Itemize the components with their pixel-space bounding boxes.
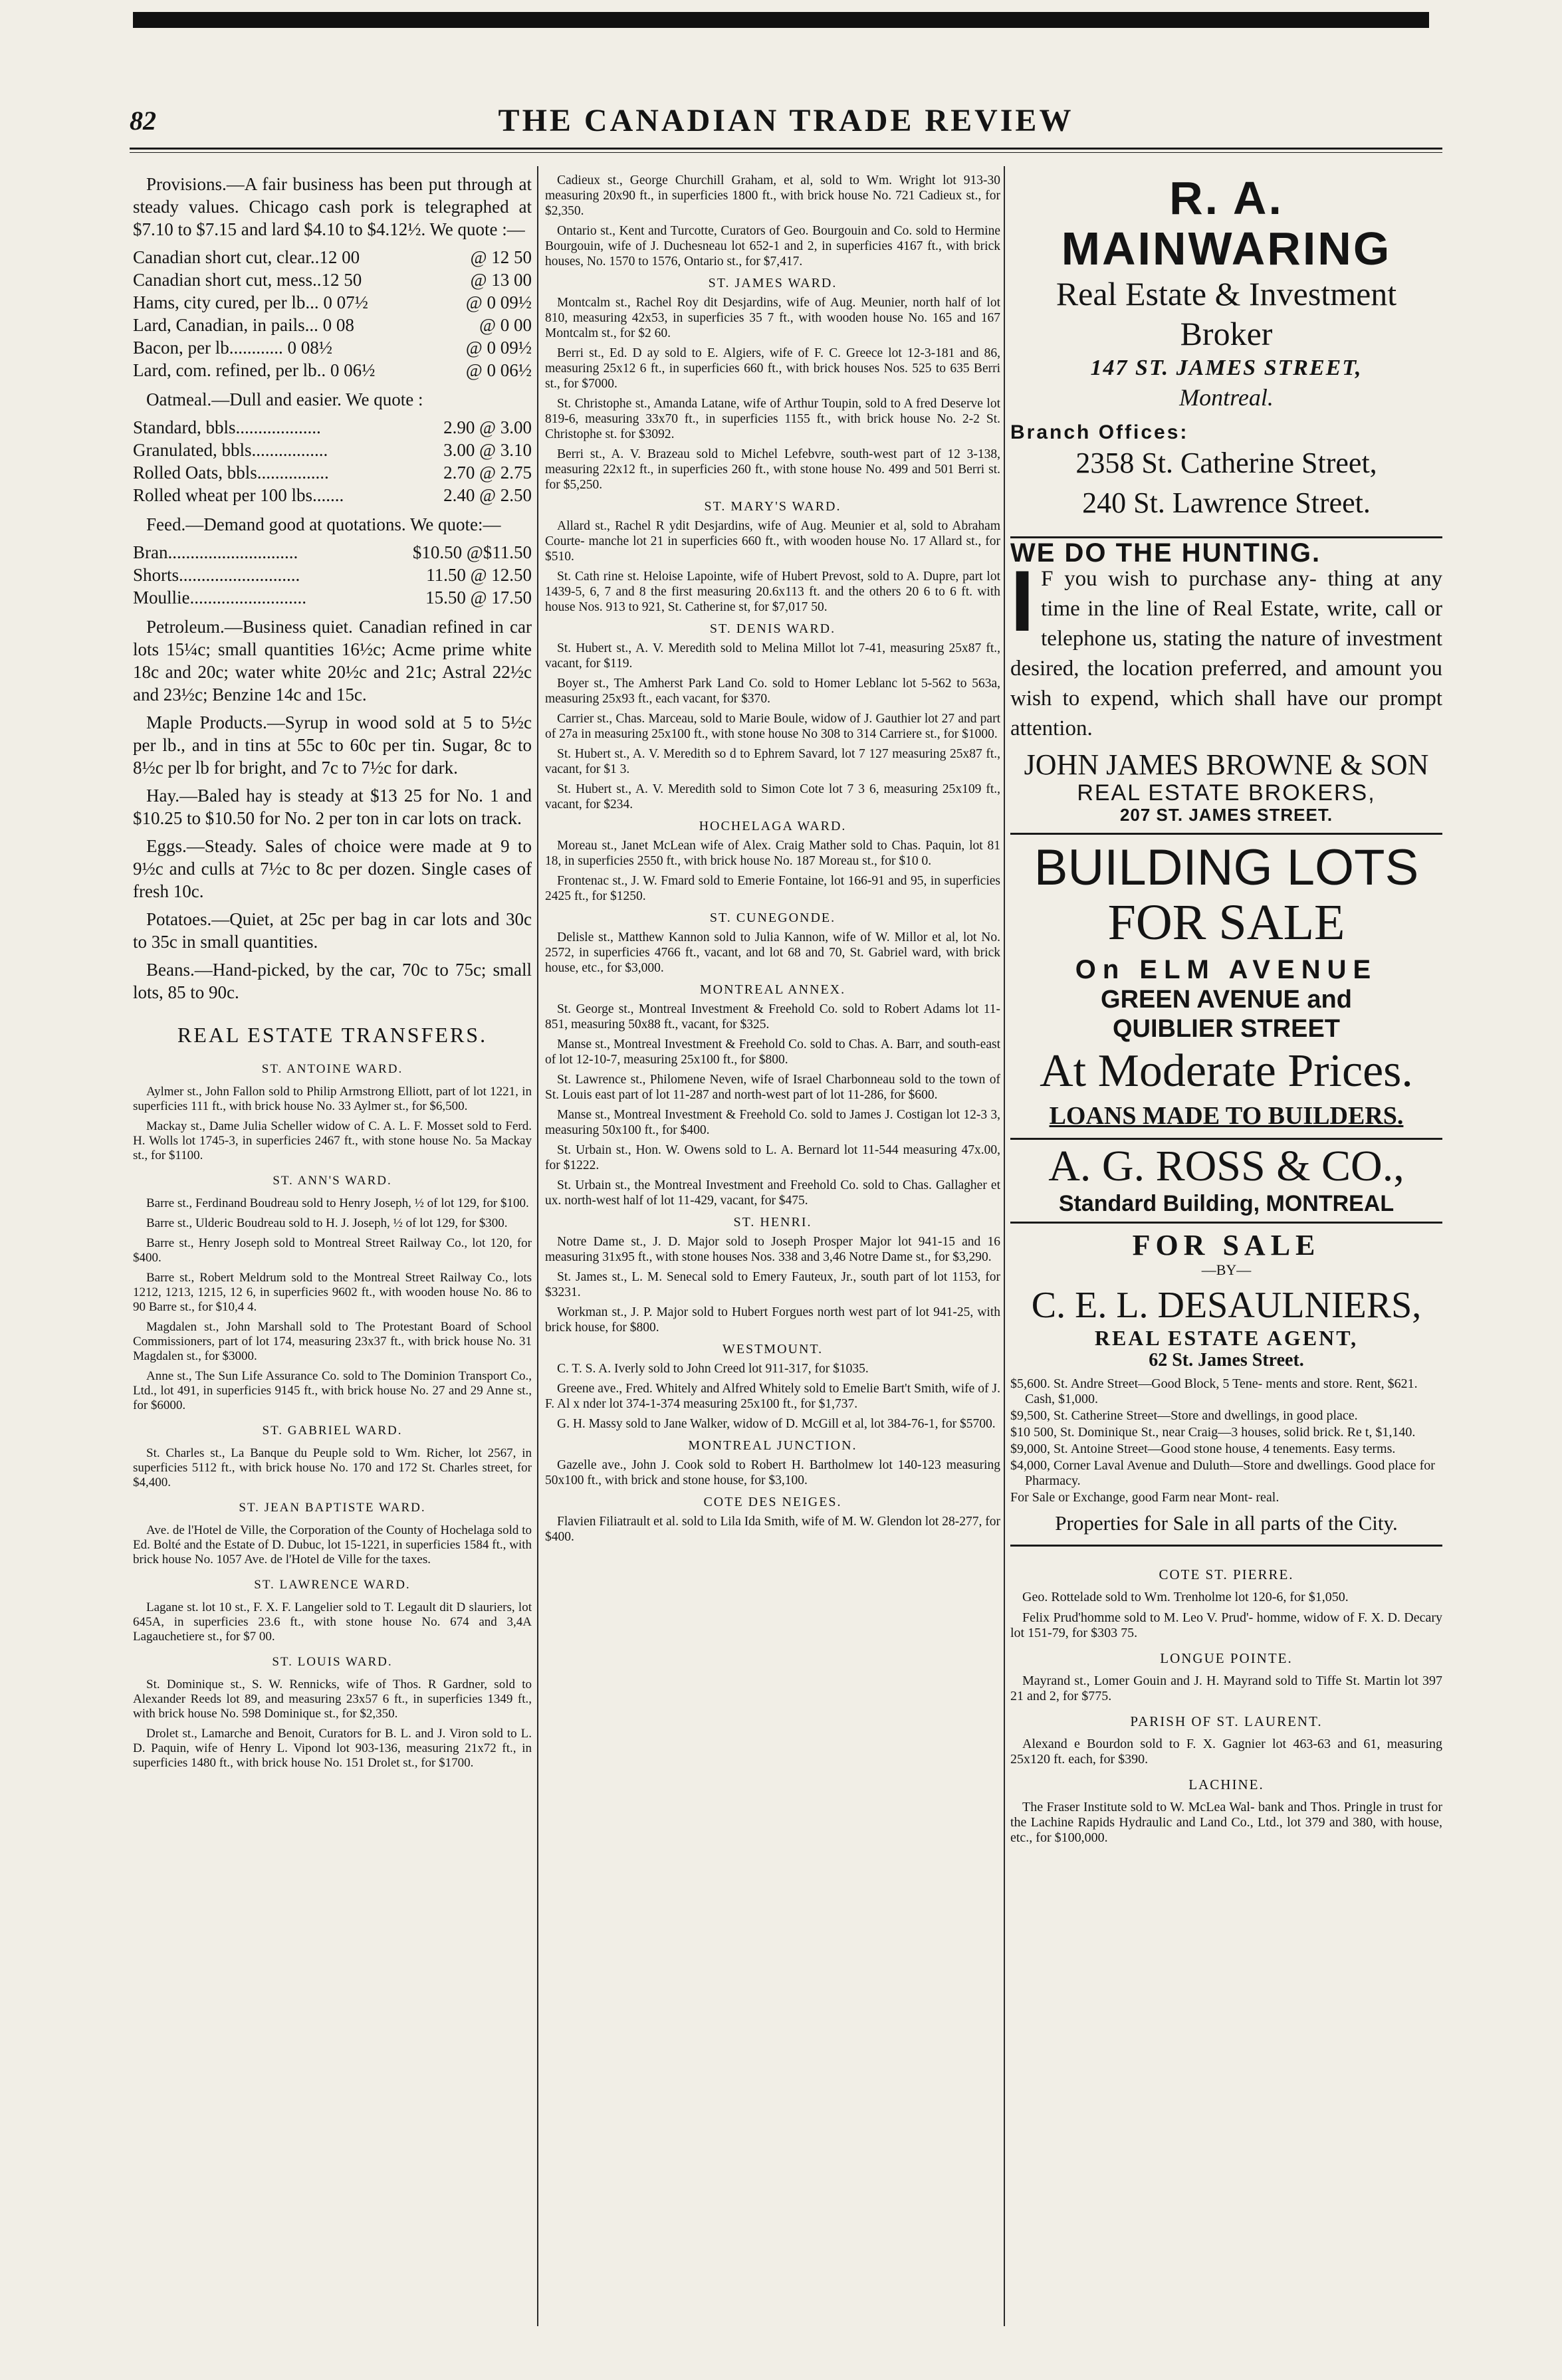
potatoes-paragraph: Potatoes.—Quiet, at 25c per bag in car lots and 30c to 35c in small quantities. (133, 909, 532, 952)
ward-heading: COTE DES NEIGES. (703, 1495, 842, 1509)
browne-firm-name: JOHN JAMES BROWNE & SON (1024, 748, 1429, 781)
transfer-entry: Cadieux st., George Churchill Graham, et al, sold to Wm. Wright lot 913-30 measuring 20x90 ft., in superficies 1800 ft., with brick house No. 721 Cadieux st., for $2,350. (545, 173, 1000, 218)
quote-item: Bacon, per lb............ 0 08½ (133, 338, 332, 358)
quote-item: Shorts........................... (133, 565, 300, 585)
ward-heading: ST. JEAN BAPTISTE WARD. (239, 1501, 426, 1515)
transfer-entry: Allard st., Rachel R ydit Desjardins, wife of Aug. Meunier et al, sold to Abraham Courte- manche lot 21 in superficies 660 ft., with wooden house No. 17 Allard st., for $510. (545, 519, 1000, 564)
des-for-sale: FOR SALE (1132, 1229, 1321, 1261)
quote-price: @ 0 06½ (465, 360, 532, 380)
transfer-entry: St. Hubert st., A. V. Meredith sold to Simon Cote lot 7 3 6, measuring 25x109 ft., vacant, for $234. (545, 782, 1000, 811)
beans-paragraph: Beans.—Hand-picked, by the car, 70c to 75c; small lots, 85 to 90c. (133, 960, 532, 1002)
quote-row (133, 416, 532, 439)
quote-row (133, 439, 532, 461)
building-lots-ad (1010, 833, 1442, 1133)
transfer-entry: Frontenac st., J. W. Fmard sold to Emerie Fontaine, lot 166-91 and 95, in superficies 2425 ft., for $1250. (545, 874, 1000, 903)
quote-row (133, 564, 532, 586)
top-black-band (133, 12, 1429, 28)
hunting-text: F you wish to purchase any- thing at any time in the line of Real Estate, write, call or telephone us, stating the nature of investment desired, the location preferred, and amount you wish to expend, which shall have our prompt attention. (1010, 567, 1442, 740)
quote-price: 2.90 @ 3.00 (443, 417, 532, 437)
transfer-entry: C. T. S. A. Iverly sold to John Creed lot 911-317, for $1035. (557, 1362, 869, 1376)
quote-item: Canadian short cut, mess..12 50 (133, 270, 362, 290)
transfer-entry: St. Urbain st., Hon. W. Owens sold to L. A. Bernard lot 11-544 measuring 47x.00, for $1222. (545, 1143, 1000, 1172)
transfer-entry: Ontario st., Kent and Turcotte, Curators of Geo. Bourgouin and Co. sold to Hermine Bourgouin, wife of J. Duchesneau lot 652-1 and 2, in superficies 4167 ft., with brick houses, No. 1570 to 1576, Ontario st., for $7,417. (545, 224, 1000, 269)
quote-item: Rolled Oats, bbls................ (133, 463, 329, 483)
transfer-entry: Berri st., A. V. Brazeau sold to Michel Lefebvre, south-west part of 12 3-138, measuring 22x12 ft., in superficies 260 ft., with stone house No. 499 and 501 Berri st. for $5,250. (545, 447, 1000, 492)
quote-row (133, 336, 532, 359)
des-by: —BY— (1201, 1261, 1252, 1278)
transfer-entry: The Fraser Institute sold to W. McLea Wal- bank and Thos. Pringle in trust for the Lachine Rapids Hydraulic and Land Co., Ltd., lot 379 and 380, with house, etc., for $100,000. (1010, 1800, 1442, 1845)
property-listing: $10 500, St. Dominique St., near Craig—3 houses, solid brick. Re t, $1,140. (1010, 1425, 1416, 1440)
section-heading: REAL ESTATE TRANSFERS. (177, 1023, 488, 1047)
quote-row (133, 314, 532, 336)
transfer-entry: Barre st., Ulderic Boudreau sold to H. J. Joseph, ½ of lot 129, for $300. (146, 1216, 508, 1230)
petroleum-paragraph: Petroleum.—Business quiet. Canadian refined in car lots 15¼c; small quantities 16½c; Acme prime white 18c and 20c; water white 20½c and 21c; Astral 22½c and 23½c; Benzine 14c and 15c. (133, 617, 532, 704)
quote-item: Hams, city cured, per lb... 0 07½ (133, 292, 368, 312)
page-number: 82 (130, 106, 156, 136)
ward-heading: ST. JAMES WARD. (708, 276, 837, 290)
eggs-paragraph: Eggs.—Steady. Sales of choice were made at 9 to 9½c and culls at 7½c to 8c per dozen. Single cases of fresh 10c. (133, 836, 532, 901)
property-listing: $9,000, St. Antoine Street—Good stone house, 4 tenements. Easy terms. (1010, 1442, 1396, 1456)
quote-price: @ 12 50 (470, 247, 532, 267)
transfer-entry: Berri st., Ed. D ay sold to E. Algiers, wife of F. C. Greece lot 12-3-181 and 86, measuring 25x12 6 ft., in superficies 660 ft., with brick houses Nos. 525 to 635 Berri st., for $7000. (545, 346, 1000, 391)
quote-item: Granulated, bbls................. (133, 440, 328, 460)
hay-paragraph: Hay.—Baled hay is steady at $13 25 for No. 1 and $10.25 to $10.50 for No. 2 per ton in car lots on track. (133, 786, 532, 828)
browne-address: 207 ST. JAMES STREET. (1119, 805, 1333, 825)
ward-heading: LONGUE POINTE. (1160, 1650, 1293, 1666)
ward-heading: ST. CUNEGONDE. (709, 911, 836, 925)
ward-heading: ST. LOUIS WARD. (272, 1655, 393, 1669)
ward-heading: COTE ST. PIERRE. (1159, 1567, 1294, 1582)
lots-for-sale: FOR SALE (1107, 895, 1345, 950)
property-listing: For Sale or Exchange, good Farm near Mont- real. (1010, 1490, 1280, 1505)
page-header (130, 100, 1442, 138)
ward-heading: WESTMOUNT. (722, 1342, 824, 1356)
quote-item: Moullie.......................... (133, 588, 306, 607)
lots-green-avenue: GREEN AVENUE and (1101, 986, 1352, 1014)
property-listing: $9,500, St. Catherine Street—Store and dwellings, in good place. (1010, 1408, 1358, 1423)
transfer-entry: Drolet st., Lamarche and Benoit, Curators for B. L. and J. Viron sold to L. D. Paquin, wife of Henry L. Vipond lot 903-136, measuring 21x72 ft., in superficies 1480 ft., with brick house No. 151 Drolet st., for $1700. (133, 1727, 532, 1770)
transfer-entry: Ave. de l'Hotel de Ville, the Corporation of the County of Hochelaga sold to Ed. Bolté and the Estate of D. Dubuc, lot 15-1221, in superficies 1584 ft., with brick house No. 1057 Ave. de l'Hotel de Ville for the taxes. (133, 1523, 532, 1567)
quote-price: 3.00 @ 3.10 (443, 440, 532, 460)
quote-price: @ 0 00 (479, 315, 532, 335)
quote-price: 11.50 @ 12.50 (426, 565, 532, 585)
transfer-entry: St. James st., L. M. Senecal sold to Emery Fauteux, Jr., south part of lot 1153, for $3231. (545, 1270, 1000, 1299)
transfer-entry: St. Dominique st., S. W. Rennicks, wife of Thos. R Gardner, sold to Alexander Reeds lot 89, and measuring 23x57 6 ft., in superficies 1349 ft., with brick house No. 598 Dominique st., for $2,350. (133, 1677, 532, 1721)
transfer-entry: Geo. Rottelade sold to Wm. Trenholme lot 120-6, for $1,050. (1022, 1590, 1349, 1604)
transfer-entry: St. Hubert st., A. V. Meredith sold to Melina Millot lot 7-41, measuring 25x87 ft., vacant, for $119. (545, 641, 1000, 671)
quote-row (133, 586, 532, 609)
transfer-entry: St. George st., Montreal Investment & Freehold Co. sold to Robert Adams lot 11-851, measuring 50x88 ft., vacant, for $325. (545, 1002, 1000, 1031)
ward-heading: HOCHELAGA WARD. (699, 819, 847, 833)
branch-label: Branch Offices: (1010, 421, 1189, 443)
column-divider-2 (1004, 166, 1005, 2326)
transfer-entry: Gazelle ave., John J. Cook sold to Robert H. Bartholmew lot 140-123 measuring 50x100 ft., with brick and stone house, for $3,100. (545, 1458, 1000, 1487)
ross-ad (1010, 1138, 1442, 1224)
quote-row (133, 291, 532, 314)
branch-address: 2358 St. Catherine Street, (1075, 447, 1377, 479)
suburban-transfers (1010, 1564, 1442, 1846)
provision-quote-table (133, 246, 532, 381)
transfer-entry: Aylmer st., John Fallon sold to Philip Armstrong Elliott, part of lot 1221, in superficies 111 ft., with brick house No. 33 Aylmer st., for $6,500. (133, 1085, 532, 1113)
provisions-paragraph: Provisions.—A fair business has been put through at steady values. Chicago cash pork is telegraphed at $7.10 to $7.15 and lard $4.10 to $4.12½. We quote :— (133, 174, 532, 239)
transfer-entry: Boyer st., The Amherst Park Land Co. sold to Homer Leblanc lot 5-562 to 563a, measuring 25x93 ft., each vacant, for $370. (545, 677, 1000, 706)
property-listing: $5,600. St. Andre Street—Good Block, 5 Tene- ments and store. Rent, $621. Cash, $1,000. (1010, 1376, 1418, 1406)
page-title: THE CANADIAN TRADE REVIEW (498, 103, 1074, 138)
quote-item: Standard, bbls................... (133, 417, 321, 437)
quote-price: @ 0 09½ (465, 338, 532, 358)
transfer-entry: Manse st., Montreal Investment & Freehold Co. sold to James J. Costigan lot 12-3 3, measuring 50x100 ft., for $400. (545, 1108, 1000, 1137)
des-address: 62 St. James Street. (1149, 1350, 1304, 1370)
quote-row (133, 541, 532, 564)
transfer-entry: Alexand e Bourdon sold to F. X. Gagnier lot 463-63 and 61, measuring 25x120 ft. each, for $390. (1010, 1737, 1442, 1767)
ward-heading: ST. GABRIEL WARD. (262, 1424, 403, 1438)
mainwaring-name: R. A. MAINWARING (1061, 173, 1392, 274)
lots-elm-avenue: On ELM AVENUE (1075, 955, 1378, 984)
desaulniers-ad (1010, 1229, 1442, 1547)
transfer-entry: Notre Dame st., J. D. Major sold to Joseph Prosper Major lot 941-15 and 16 measuring 31x95 ft., with stone houses Nos. 338 and 3,46 Notre Dame st., for $3,290. (545, 1235, 1000, 1264)
oatmeal-quote-table (133, 416, 532, 506)
transfer-entry: Greene ave., Fred. Whitely and Alfred Whitely sold to Emelie Bart't Smith, wife of J. F. Al x nder lot 374-1-374 measuring 25x100 ft., for $1,737. (545, 1382, 1000, 1411)
transfer-entry: Flavien Filiatrault et al. sold to Lila Ida Smith, wife of M. W. Glendon lot 28-277, for $400. (545, 1515, 1000, 1544)
ross-location: Standard Building, MONTREAL (1010, 1193, 1442, 1224)
market-report-column (133, 173, 532, 1776)
transfer-entry: Manse st., Montreal Investment & Freehold Co. sold to Chas. A. Barr, and south-east of lot 12-10-7, measuring 25x100 ft., for $800. (545, 1037, 1000, 1067)
transfer-entry: Mackay st., Dame Julia Scheller widow of C. A. L. F. Mosset sold to Ferd. H. Wolls lot 1745-3, in superficies 2467 ft., with stone house No. 5a Mackay st., for $1100. (133, 1119, 532, 1162)
advertisements-column (1010, 173, 1442, 1851)
mainwaring-ad (1010, 173, 1442, 523)
quote-row (133, 461, 532, 484)
quote-price: $10.50 @$11.50 (412, 542, 532, 562)
quote-price: 2.40 @ 2.50 (443, 485, 532, 505)
transfer-entry: Magdalen st., John Marshall sold to The Protestant Board of School Commissioners, part of lot 174, measuring 23x37 ft., with brick house No. 31 Magdalen st., for $3000. (133, 1320, 532, 1363)
transfer-entry: Felix Prud'homme sold to M. Leo V. Prud'- homme, widow of F. X. D. Decary lot 151-79, for $303 75. (1010, 1610, 1442, 1640)
hunting-title: WE DO THE HUNTING. (1010, 536, 1442, 564)
ward-heading: ST. DENIS WARD. (709, 621, 836, 636)
transfer-entry: St. Lawrence st., Philomene Neven, wife of Israel Charbonneau sold to the town of St. Louis east part of lot 11-287 and north-west part of lot 11-286, for $600. (545, 1073, 1000, 1102)
ross-firm-name: A. G. ROSS & CO., (1010, 1138, 1442, 1193)
quote-price: 15.50 @ 17.50 (425, 588, 532, 607)
ward-heading: ST. LAWRENCE WARD. (254, 1578, 411, 1592)
transfer-entry: Anne st., The Sun Life Assurance Co. sold to The Dominion Transport Co., Ltd., lot 491, in superficies 9145 ft., with brick house No. 27 and 29 Anne st., for $6000. (133, 1369, 532, 1412)
transfer-entry: Lagane st. lot 10 st., F. X. F. Langelier sold to T. Legault dit D slauriers, lot 645A, in superficies 23.6 ft., with stone house No. 674 and 3,4A Lagauchetiere st., for $7 00. (133, 1600, 532, 1644)
quote-price: @ 0 09½ (465, 292, 532, 312)
lots-quiblier-street: QUIBLIER STREET (1112, 1015, 1341, 1043)
transfers-column (545, 173, 1000, 1549)
browne-subtitle: REAL ESTATE BROKERS, (1077, 780, 1376, 806)
mainwaring-city: Montreal. (1179, 384, 1274, 411)
quote-item: Canadian short cut, clear..12 00 (133, 247, 360, 267)
lots-title: BUILDING LOTS (1010, 833, 1442, 896)
transfer-entry: St. Christophe st., Amanda Latane, wife of Arthur Toupin, sold to A fred Deserve lot 819-6, measuring 33x70 ft., in superficies 1155 ft., with brick house No. 2-2 St. Christophe st. for $3092. (545, 397, 1000, 441)
quote-row (133, 359, 532, 381)
des-properties-line: Properties for Sale in all parts of the City. (1010, 1512, 1442, 1547)
lots-loans: LOANS MADE TO BUILDERS. (1049, 1102, 1404, 1130)
transfer-entry: St. Charles st., La Banque du Peuple sold to Wm. Richer, lot 2567, in superficies 5112 ft., with brick house No. 170 and 172 St. Charles street, for $4,400. (133, 1446, 532, 1489)
column-divider-1 (537, 166, 538, 2326)
des-agent-title: REAL ESTATE AGENT, (1094, 1326, 1359, 1350)
quote-row (133, 269, 532, 291)
drop-cap: I (1010, 552, 1035, 649)
ward-heading: ST. ANN'S WARD. (273, 1174, 392, 1188)
ward-heading: ST. MARY'S WARD. (704, 499, 841, 514)
ward-heading: MONTREAL JUNCTION. (688, 1438, 857, 1453)
lots-prices: At Moderate Prices. (1040, 1045, 1413, 1097)
transfer-entry: Workman st., J. P. Major sold to Hubert Forgues north west part of lot 941-25, with brick house, for $800. (545, 1305, 1000, 1335)
quote-price: @ 13 00 (470, 270, 532, 290)
transfer-entry: Barre st., Henry Joseph sold to Montreal Street Railway Co., lot 120, for $400. (133, 1236, 532, 1265)
des-name: C. E. L. DESAULNIERS, (1031, 1285, 1422, 1326)
ward-heading: ST. ANTOINE WARD. (261, 1062, 403, 1076)
property-listing: $4,000, Corner Laval Avenue and Duluth—Store and dwellings. Good place for Pharmacy. (1010, 1458, 1435, 1488)
ward-heading: PARISH OF ST. LAURENT. (1130, 1713, 1323, 1729)
transfer-entry: Barre st., Ferdinand Boudreau sold to Henry Joseph, ½ of lot 129, for $100. (146, 1196, 529, 1210)
quote-item: Lard, com. refined, per lb.. 0 06½ (133, 360, 376, 380)
branch-address: 240 St. Lawrence Street. (1082, 487, 1371, 519)
transfer-entry: St. Cath rine st. Heloise Lapointe, wife of Hubert Prevost, sold to A. Dupre, part lot 1439-5, 6, 7 and 8 the first measuring 20.6x113 ft. and the others 20 6 to 6 ft. with house Nos. 913 to 921, St. Catherine st, for $7,017 50. (545, 570, 1000, 614)
ward-heading: MONTREAL ANNEX. (699, 982, 846, 997)
mainwaring-tagline: Real Estate & Investment Broker (1056, 275, 1397, 352)
header-rule-thin (130, 152, 1442, 153)
hunting-ad (1010, 536, 1442, 826)
quote-price: 2.70 @ 2.75 (443, 463, 532, 483)
header-rule (130, 148, 1442, 150)
transfer-entry: St. Urbain st., the Montreal Investment and Freehold Co. sold to Chas. Gallagher et ux. north-west half of lot 11-429, vacant, for $475. (545, 1178, 1000, 1208)
quote-item: Lard, Canadian, in pails... 0 08 (133, 315, 354, 335)
feed-paragraph: Feed.—Demand good at quotations. We quote:— (146, 514, 501, 534)
quote-row (133, 246, 532, 269)
ward-heading: LACHINE. (1188, 1777, 1264, 1792)
feed-quote-table (133, 541, 532, 609)
ward-heading: ST. HENRI. (733, 1215, 812, 1230)
transfer-entry: Carrier st., Chas. Marceau, sold to Marie Boule, widow of J. Gauthier lot 27 and part of 27a in measuring 25x100 ft., with stone house No 308 to 314 Carriere st., for $1000. (545, 712, 1000, 741)
transfer-entry: Montcalm st., Rachel Roy dit Desjardins, wife of Aug. Meunier, north half of lot 810, measuring 42x53, in superficies 35 7 ft., with wooden house No. 165 and 167 Montcalm st., for $2 60. (545, 296, 1000, 340)
transfer-entry: G. H. Massy sold to Jane Walker, widow of D. McGill et al, lot 384-76-1, for $5700. (557, 1417, 996, 1431)
transfer-entry: Delisle st., Matthew Kannon sold to Julia Kannon, wife of W. Millor et al, lot No. 2572, in superficies 4766 ft., vacant, and lot 68 and 70, St. Gabriel ward, with brick house, etc., for $3,000. (545, 930, 1000, 975)
maple-paragraph: Maple Products.—Syrup in wood sold at 5 to 5½c per lb., and in tins at 55c to 60c per tin. Sugar, 8c to 8½c per lb for bright, and 7c to 7½c for dark. (133, 712, 532, 778)
transfer-entry: St. Hubert st., A. V. Meredith so d to Ephrem Savard, lot 7 127 measuring 25x87 ft., vacant, for $1 3. (545, 747, 1000, 776)
quote-item: Bran............................. (133, 542, 298, 562)
transfer-entry: Barre st., Robert Meldrum sold to the Montreal Street Railway Co., lots 1212, 1213, 1215, 12 6, in superficies 9602 ft., with wooden house No. 86 to 90 Barre st., for $10,4 4. (133, 1271, 532, 1314)
transfer-entry: Moreau st., Janet McLean wife of Alex. Craig Mather sold to Chas. Paquin, lot 81 18, in superficies 2550 ft., with brick house No. 187 Moreau st., for $10 0. (545, 839, 1000, 868)
oatmeal-paragraph: Oatmeal.—Dull and easier. We quote : (146, 389, 423, 409)
quote-row (133, 484, 532, 506)
transfer-entry: Mayrand st., Lomer Gouin and J. H. Mayrand sold to Tiffe St. Martin lot 397 21 and 2, for $775. (1010, 1674, 1442, 1703)
quote-item: Rolled wheat per 100 lbs....... (133, 485, 344, 505)
mainwaring-address: 147 ST. JAMES STREET, (1090, 356, 1363, 380)
